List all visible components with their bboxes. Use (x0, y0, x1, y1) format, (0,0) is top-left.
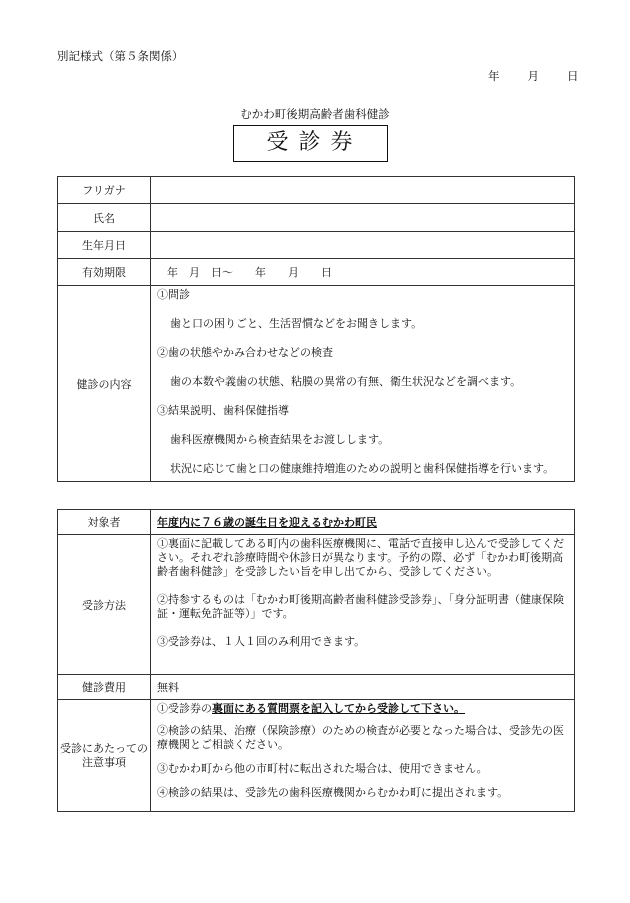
date-month: 月 (527, 69, 539, 83)
notes-item-emphasis: 裏面にある質問票を記入してから受診して下さい。 (212, 702, 465, 715)
birthdate-field[interactable] (151, 232, 575, 259)
fee-label: 健診費用 (58, 675, 151, 700)
date-year: 年 (488, 69, 500, 83)
document-subtitle: むかわ町後期高齢者歯科健診 (240, 107, 390, 121)
content-cell (151, 286, 575, 482)
content-item: 歯の本数や義歯の状態、粘膜の異常の有無、衛生状況などを調べます。 (170, 375, 522, 388)
validity-label: 有効期限 (58, 259, 151, 286)
validity-value: 年 月 日～ 年 月 日 (151, 259, 575, 286)
method-cell (151, 535, 575, 675)
issue-date (488, 68, 579, 84)
content-item: 状況に応じて歯と口の健康維持増進のための説明と歯科保健指導を行います。 (170, 462, 555, 475)
content-item: 歯と口の困りごと、生活習慣などをお聞きします。 (170, 317, 423, 330)
fee-value: 無料 (151, 675, 575, 700)
notes-item-prefix: ①受診券の (157, 702, 212, 715)
notes-item: ③むかわ町から他の市町村に転出された場合は、使用できません。 (157, 762, 488, 775)
notes-item (157, 702, 570, 716)
content-item: 歯科医療機関から検査結果をお渡しします。 (170, 433, 390, 446)
method-item: ①裏面に記載してある町内の歯科医療機関に、電話で直接申し込んで受診してください。それぞれ診療時間や休診日が異なります。予約の際、必ず「むかわ町後期高齢者歯科健診」を受診したい旨を申し出てから、受診してください。 (157, 537, 564, 578)
document-title: 受診券 (233, 125, 388, 162)
content-item: ①問診 (157, 288, 190, 301)
notes-cell (151, 700, 575, 812)
exam-info-table (57, 509, 575, 812)
method-item: ③受診券は、１人１回のみ利用できます。 (157, 635, 366, 648)
content-item: ②歯の状態やかみ合わせなどの検査 (157, 346, 333, 359)
name-label: 氏名 (58, 204, 151, 232)
date-day: 日 (567, 69, 579, 83)
furigana-label: フリガナ (58, 177, 151, 204)
content-item: ③結果説明、歯科保健指導 (157, 404, 289, 417)
notes-label: 受診にあたっての注意事項 (58, 700, 151, 812)
method-item: ②持参するものは「むかわ町後期高齢者歯科健診受診券」、「身分証明書（健康保険証・運転免許証等）」です。 (157, 593, 564, 620)
method-label: 受診方法 (58, 535, 151, 675)
notes-item: ②検診の結果、治療（保険診療）のための検査が必要となった場合は、受診先の医療機関とご相談ください。 (157, 724, 564, 751)
target-value: 年度内に７６歳の誕生日を迎えるむかわ町民 (151, 510, 575, 535)
furigana-field[interactable] (151, 177, 575, 204)
patient-info-table (57, 176, 575, 482)
name-field[interactable] (151, 204, 575, 232)
birthdate-label: 生年月日 (58, 232, 151, 259)
form-number: 別記様式（第５条関係） (57, 49, 184, 63)
target-label: 対象者 (58, 510, 151, 535)
content-label: 健診の内容 (58, 286, 151, 482)
notes-item: ④検診の結果は、受診先の歯科医療機関からむかわ町に提出されます。 (157, 786, 509, 799)
